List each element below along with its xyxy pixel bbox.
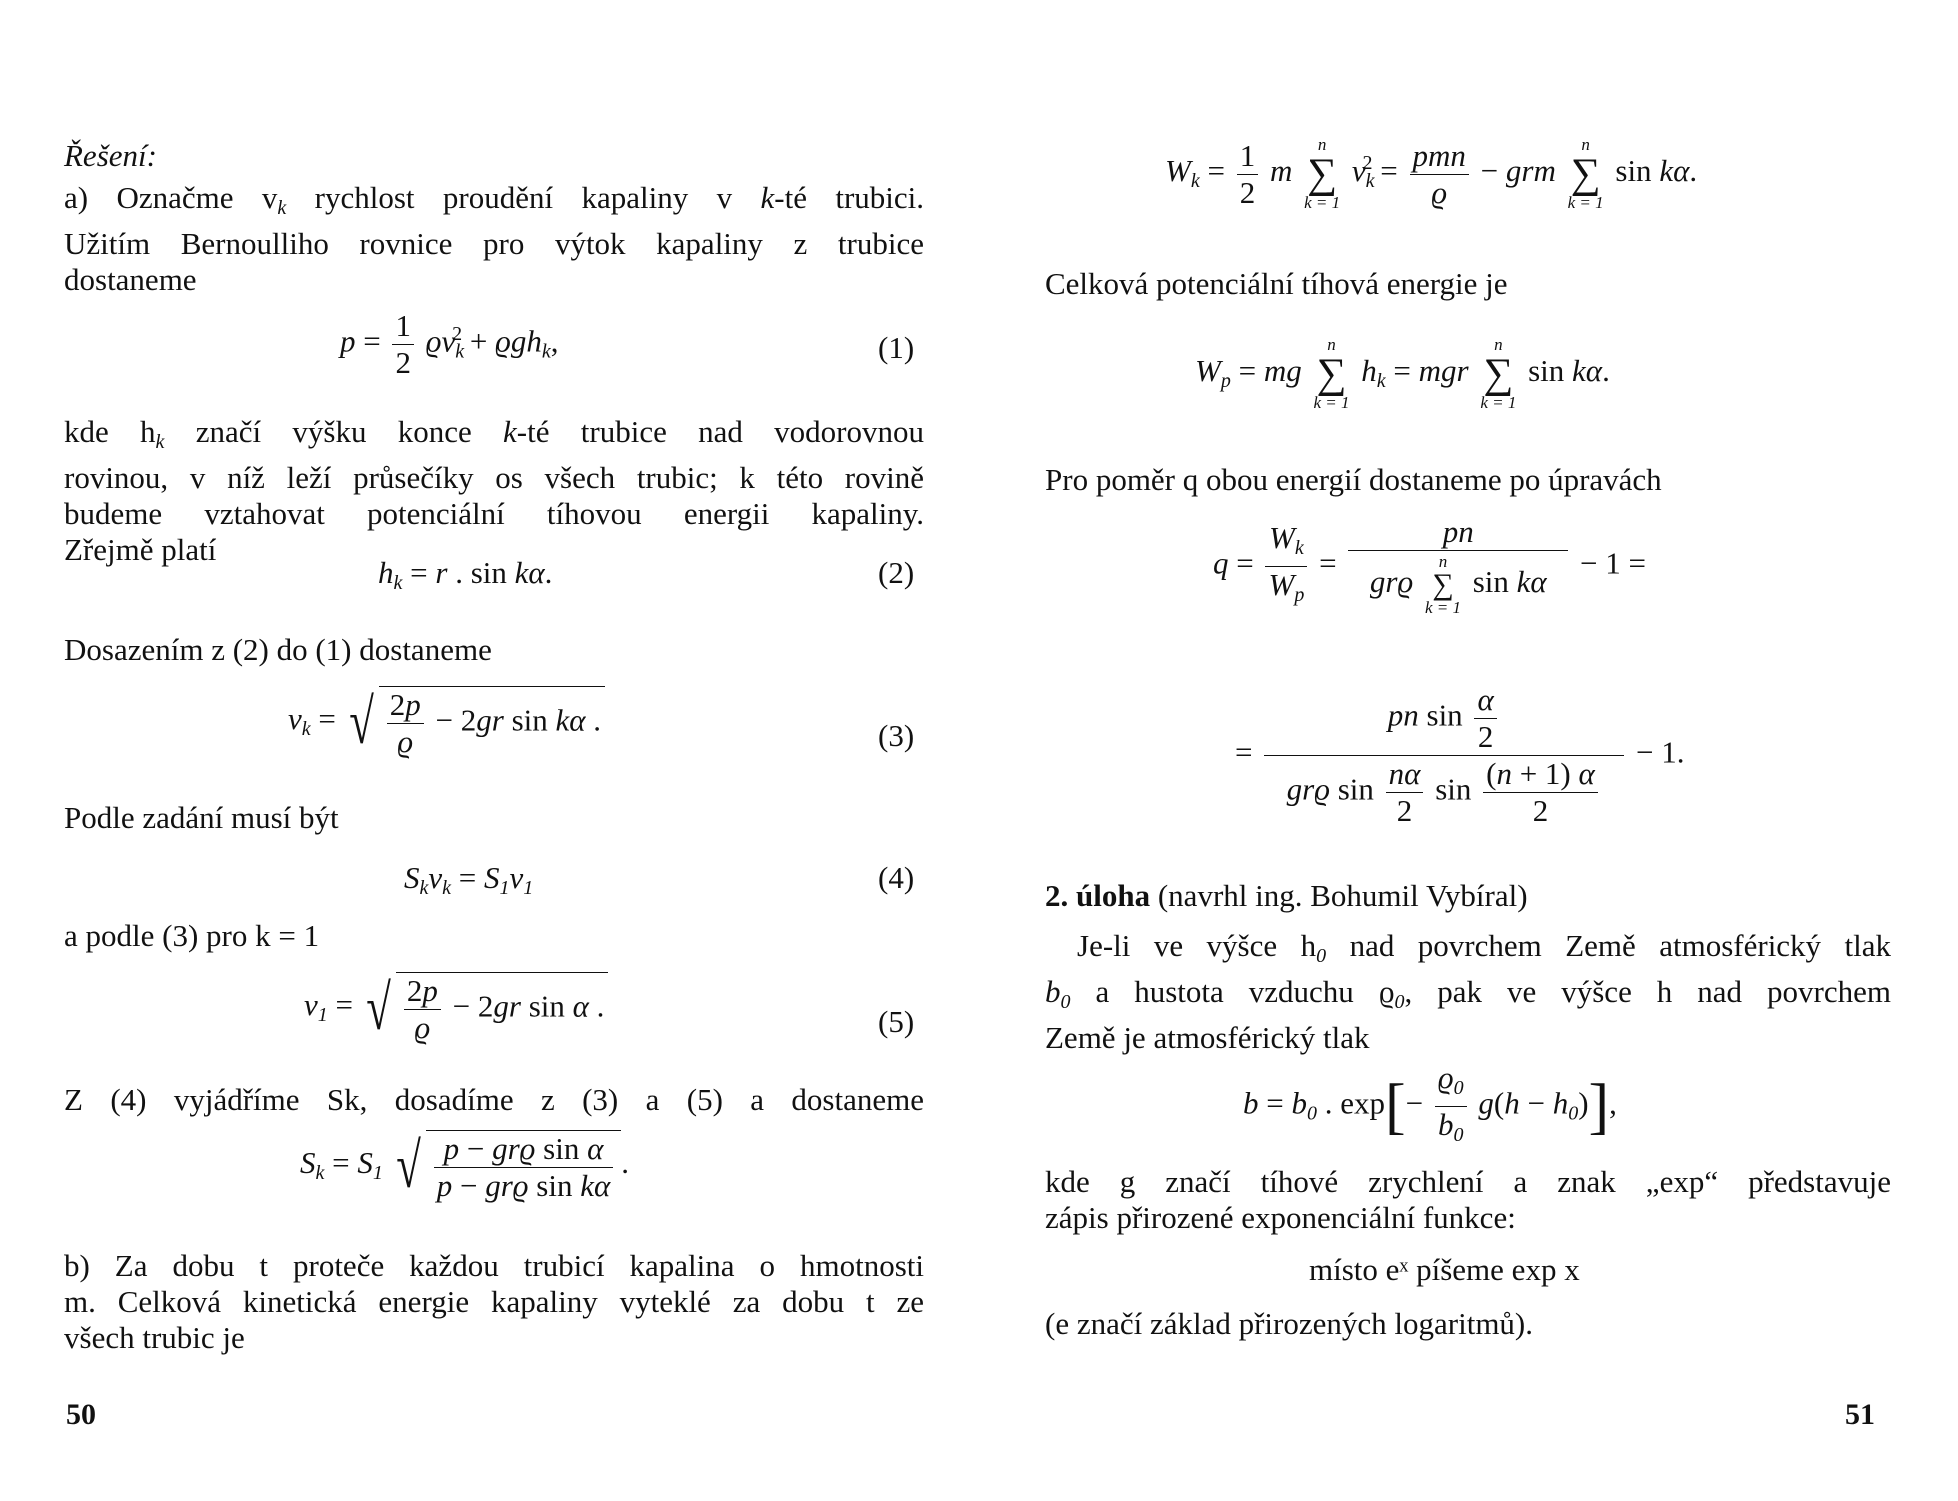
equation-sk: $S_k = S_1$ √ $\frac{\text{p − grϱ sin α}}{\text{p − grϱ sin kα}}$ . — [300, 1130, 629, 1203]
page-number-left: 50 — [66, 1398, 96, 1431]
paragraph-a-line-1: a) Označme $v_k$ rychlost proudění kapaliny v k-té trubici. — [64, 180, 925, 219]
task-author: (navrhl ing. Bohumil Vybíral) — [1157, 878, 1528, 913]
paragraph-a-line-2: Užitím Bernoulliho rovnice pro výtok kapaliny z trubice — [64, 226, 924, 261]
equation-5-number: (5) — [878, 1004, 915, 1039]
paragraph-z4: Z (4) vyjádříme Sk, dosadíme z (3) a (5) a dostaneme — [64, 1082, 924, 1117]
paragraph-a — [64, 180, 924, 298]
paragraph-e: (e značí základ přirozených logaritmů). — [1045, 1306, 1534, 1341]
equation-1: p = $\frac{1}{2}$ $ϱv_k^2 + ϱgh_k$, — [340, 308, 559, 380]
paragraph-misto: místo eˣ píšeme exp x — [1309, 1252, 1580, 1287]
paragraph-dosazenim: Dosazením z (2) do (1) dostaneme — [64, 632, 492, 667]
equation-4-number: (4) — [878, 860, 915, 895]
paragraph-a-podle: a podle (3) pro k = 1 — [64, 918, 320, 953]
equation-wp: $W_p$ = mg n ∑ k = 1 $h_k$ = mgr n ∑ k = 1 sin kα. — [1195, 335, 1610, 412]
paragraph-a-line-3: dostaneme — [64, 262, 197, 297]
equation-2: $h_k = r$ . sin kα. — [378, 555, 553, 594]
page-number-right: 51 — [1845, 1398, 1875, 1431]
paragraph-hk: kde $h_k$ značí výšku konce k-té trubice nad vodorovnou rovinou, v níž leží průsečíky os všech trubic; k této rovině budeme vztahovat potenciální tíhovou energii kapaliny. Zřejmě platí — [64, 414, 924, 567]
equation-wk: $W_k$ = $\frac{1}{2}$ m n ∑ k = 1 $v_k^2$ = $\frac{\text{pmn}}{ϱ}$ − grm n ∑ k = 1 sin kα. — [1165, 135, 1698, 212]
equation-1-number: (1) — [878, 330, 915, 365]
equation-3-number: (3) — [878, 718, 915, 753]
equation-b: $b = b_0$ . exp[− $\frac{ϱ_0}{b_0}$ $g(h - h_0)$], — [1243, 1060, 1617, 1146]
equation-q-1: q = $\frac{W_k}{W_p}$ = pn grϱ n ∑ k = 1 sin kα − 1 = — [1213, 514, 1647, 617]
paragraph-pomer: Pro poměr q obou energií dostaneme po úpravách — [1045, 462, 1662, 497]
task-title: 2. úloha — [1045, 878, 1151, 913]
equation-5: $v_1$ = √ $\frac{2p}{ϱ}$ − 2gr sin α . — [304, 972, 608, 1044]
paragraph-b: b) Za dobu t proteče každou trubicí kapalina o hmotnosti m. Celková kinetická energie kapaliny vyteklé za dobu t ze všech trubic je — [64, 1248, 924, 1355]
paragraph-podle: Podle zadání musí být — [64, 800, 339, 835]
paragraph-jeli: Je-li ve výšce $h_0$ nad povrchem Země atmosférický tlak $b_0$ a hustota vzduchu $ϱ_0$, pak ve výšce h nad povrchem Země je atmosférický tlak — [1045, 928, 1892, 1055]
task-heading — [1045, 878, 1528, 914]
equation-3: $v_k$ = √ $\frac{2p}{ϱ}$ − 2gr sin kα . — [288, 686, 605, 758]
equation-2-number: (2) — [878, 555, 915, 590]
equation-q-2: = pn sin $\frac{\alpha}{2}$ grϱ sin $\frac{n\alpha}{2}$ sin $\frac{(n + 1) \alpha}{2}$ − 1. — [1235, 682, 1685, 828]
right-page — [979, 0, 1958, 1501]
solution-heading: Řešení: — [64, 138, 157, 173]
paragraph-kde-g: kde g značí tíhové zrychlení a znak „exp“ představuje zápis přirozené exponenciální funkce: — [1045, 1164, 1891, 1235]
equation-4: $S_kv_k = S_1v_1$ — [404, 860, 534, 899]
paragraph-celkova: Celková potenciální tíhová energie je — [1045, 266, 1508, 301]
